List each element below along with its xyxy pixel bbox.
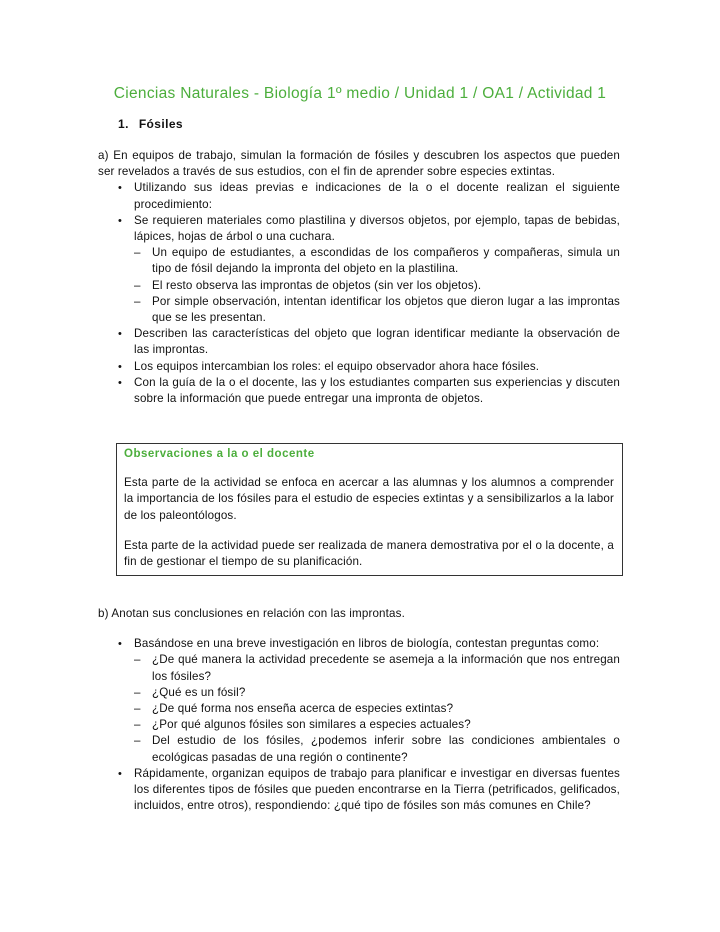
document-title: Ciencias Naturales - Biología 1º medio / Unidad 1 / OA1 / Actividad 1 (113, 85, 607, 102)
sub-list-item: – ¿De qué manera la actividad precedente se asemeja a la información que nos entregan los fósiles? (152, 652, 620, 684)
part-b-bullets (98, 636, 620, 814)
sub-list-item: – ¿De qué forma nos enseña acerca de especies extintas? (152, 701, 620, 717)
teacher-observations-box (116, 443, 623, 576)
part-a-bullets (98, 180, 620, 407)
section-title: Fósiles (138, 117, 183, 131)
sub-list-item: – Por simple observación, intentan identificar los objetos que dieron lugar a las improntas que se les presentan. (152, 294, 620, 326)
list-item: • Rápidamente, organizan equipos de trabajo para planificar e investigar en diversas fuentes los diferentes tipos de fósiles que pueden encontrarse en la Tierra (petrificados, gelificados, incluidos, entre otros), respondiendo: ¿qué tipo de fósiles son más comunes en Chile? (134, 766, 620, 815)
section-heading (118, 117, 183, 131)
list-item: • Describen las características del objeto que logran identificar mediante la observación de las improntas. (134, 326, 620, 358)
section-number: 1. (118, 117, 129, 131)
list-item: • Los equipos intercambian los roles: el equipo observador ahora hace fósiles. (134, 359, 620, 375)
list-item: • Se requieren materiales como plastilina y diversos objetos, por ejemplo, tapas de bebidas, lápices, hojas de árbol o una cuchara. – Un equipo de estudiantes, a escondidas de los compañeros y compañeras, simula un tipo de fósil dejando la impronta del objeto en la plastilina. – El resto observa las improntas de objetos (sin ver los objetos). – Por simple observación, intentan identificar los objetos que dieron lugar a las improntas que se les presentan. (134, 213, 620, 326)
observations-title: Observaciones a la o el docente (124, 448, 315, 460)
list-item: • Basándose en una breve investigación en libros de biología, contestan preguntas como: – ¿De qué manera la actividad precedente se asemeja a la información que nos entregan los fósiles? – ¿Qué es un fósil? – ¿De qué forma nos enseña acerca de especies extintas? – ¿Por qué algunos fósiles son similares a especies actuales? – Del estudio de los fósiles, ¿podemos inferir sobre las condiciones ambientales o ecológicas pasadas de una región o continente? (134, 636, 620, 766)
part-b (98, 606, 620, 814)
sub-list (134, 245, 620, 326)
sub-list-item: – El resto observa las improntas de objetos (sin ver los objetos). (152, 278, 620, 294)
part-a-intro: a) En equipos de trabajo, simulan la formación de fósiles y descubren los aspectos que pueden ser revelados a través de sus estudios, con el fin de aprender sobre especies extintas. (98, 149, 620, 179)
observations-paragraph: Esta parte de la actividad puede ser realizada de manera demostrativa por el o la docente, a fin de gestionar el tiempo de su planificación. (124, 538, 614, 569)
sub-list-item: – Un equipo de estudiantes, a escondidas de los compañeros y compañeras, simula un tipo de fósil dejando la impronta del objeto en la plastilina. (152, 245, 620, 277)
part-a (98, 148, 620, 407)
list-item: • Utilizando sus ideas previas e indicaciones de la o el docente realizan el siguiente procedimiento: (134, 180, 620, 212)
sub-list-item: – Del estudio de los fósiles, ¿podemos inferir sobre las condiciones ambientales o ecológicas pasadas de una región o continente? (152, 733, 620, 765)
list-item: • Con la guía de la o el docente, las y los estudiantes comparten sus experiencias y discuten sobre la información que puede entregar una impronta de objetos. (134, 375, 620, 407)
sub-list-item: – ¿Por qué algunos fósiles son similares a especies actuales? (152, 717, 620, 733)
observations-paragraph: Esta parte de la actividad se enfoca en acercar a las alumnas y los alumnos a comprender la importancia de los fósiles para el estudio de especies extintas y a sensibilizarlos a la labor de los paleontólogos. (124, 476, 614, 522)
sub-list (134, 652, 620, 765)
part-b-intro: b) Anotan sus conclusiones en relación con las improntas. (98, 607, 405, 620)
sub-list-item: – ¿Qué es un fósil? (152, 685, 620, 701)
